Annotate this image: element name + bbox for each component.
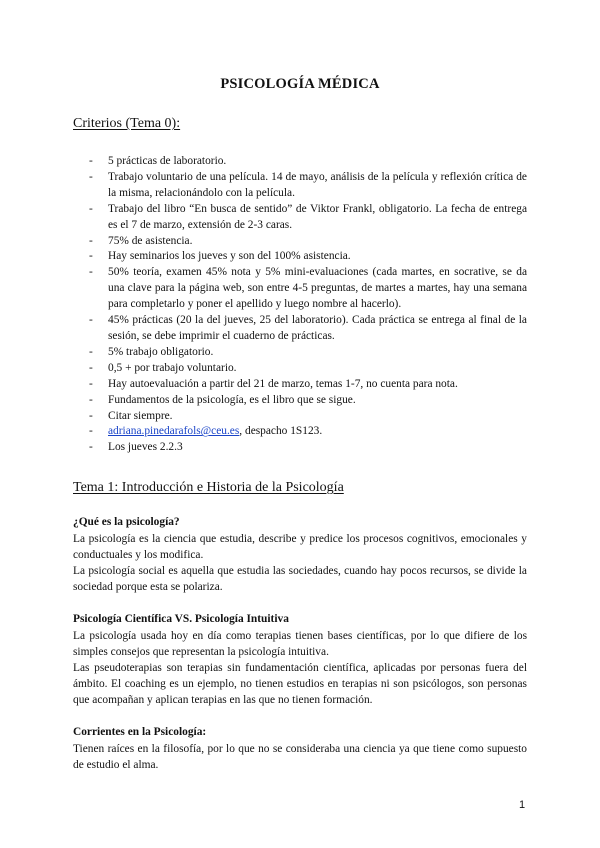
criteria-item: - 45% prácticas (20 la del jueves, 25 del laboratorio). Cada práctica se entrega al final de la sesión, se debe imprimir el cuaderno de prácticas.	[89, 314, 527, 342]
email-link[interactable]: adriana.pinedarafols@ceu.es	[108, 425, 240, 438]
subsection-heading: ¿Qué es la psicología?	[73, 516, 180, 528]
criteria-heading: Criterios (Tema 0):	[73, 116, 181, 131]
subsection-heading: Corrientes en la Psicología:	[73, 726, 207, 738]
criteria-item: - Citar siempre.	[89, 409, 173, 422]
criteria-item: - 0,5 + por trabajo voluntario.	[89, 361, 237, 374]
page-number: 1	[519, 799, 526, 811]
criteria-item: - 75% de asistencia.	[89, 234, 193, 247]
paragraph: Las pseudoterapias son terapias sin fundamentación científica, aplicadas por personas fuera del ámbito. El coaching es un ejemplo, no tienen estudios en terapias ni son psicólogos, son personas que acompañan y aplican terapias en las que no tienen formación.	[73, 661, 527, 706]
document-title: PSICOLOGÍA MÉDICA	[220, 76, 380, 92]
criteria-item: - Fundamentos de la psicología, es el libro que se sigue.	[89, 393, 356, 406]
subsection-heading: Psicología Científica VS. Psicología Intuitiva	[73, 613, 289, 625]
criteria-item: - Hay autoevaluación a partir del 21 de marzo, temas 1-7, no cuenta para nota.	[89, 377, 458, 390]
criteria-item: - 50% teoría, examen 45% nota y 5% mini-evaluaciones (cada martes, en socrative, se da una clave para la página web, son entre 4-5 preguntas, de martes a martes, hay una semana para completarlo y poner el apellido y luego nombre al hacerlo).	[89, 266, 527, 311]
criteria-item: - Trabajo voluntario de una película. 14 de mayo, análisis de la película y reflexión crítica de la misma, relacionándolo con la película.	[89, 170, 527, 199]
criteria-list	[89, 154, 527, 456]
criteria-item: - 5% trabajo obligatorio.	[89, 345, 214, 358]
paragraph: La psicología usada hoy en día como terapias tienen bases científicas, por lo que difiere de los simples consejos que representan la psicología intuitiva.	[73, 629, 527, 658]
criteria-item: - Trabajo del libro “En busca de sentido” de Viktor Frankl, obligatorio. La fecha de entrega es el 7 de marzo, extensión de 2-3 caras.	[89, 202, 527, 231]
section-cientifica-vs-intuitiva	[73, 612, 527, 708]
section-corrientes	[73, 725, 527, 774]
criteria-item-contact: - adriana.pinedarafols@ceu.es, despacho 1S123.	[89, 425, 323, 438]
tema1-heading: Tema 1: Introducción e Historia de la Psicología	[73, 480, 344, 495]
paragraph: La psicología es la ciencia que estudia, describe y predice los procesos cognitivos, emocionales y conductuales y los modifica.	[73, 532, 527, 561]
paragraph: La psicología social es aquella que estudia las sociedades, cuando hay pocos recursos, se divide la sociedad porque esta se polariza.	[73, 564, 527, 593]
criteria-item: - 5 prácticas de laboratorio.	[89, 155, 227, 167]
paragraph: Tienen raíces en la filosofía, por lo que no se consideraba una ciencia ya que tiene como supuesto de estudio el alma.	[73, 742, 527, 771]
section-que-es-psicologia	[73, 515, 527, 596]
criteria-item: - Los jueves 2.2.3	[89, 441, 183, 454]
criteria-item: - Hay seminarios los jueves y son del 100% asistencia.	[89, 250, 351, 263]
